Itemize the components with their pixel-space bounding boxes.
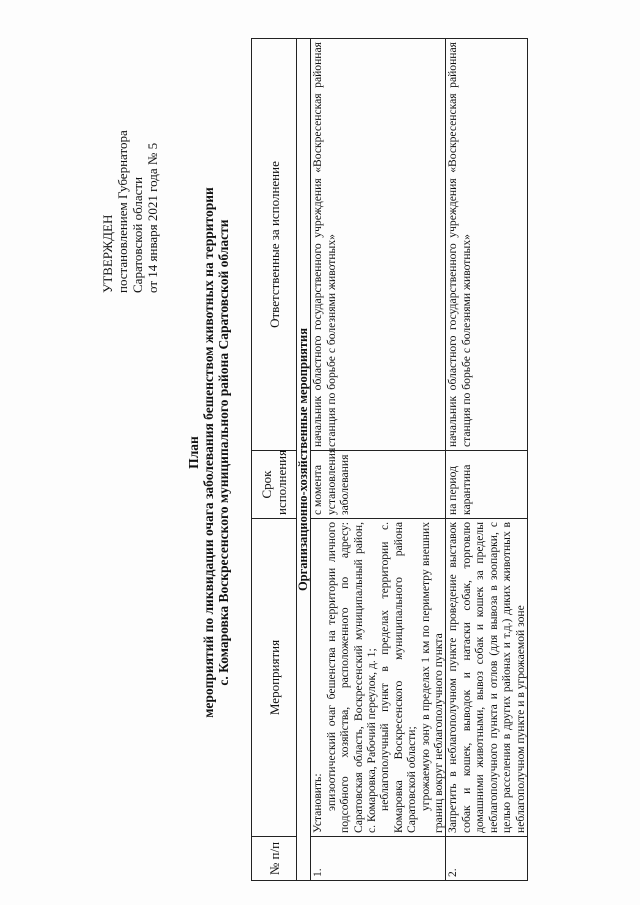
title-line: мероприятий по ликвидации очага заболевания бешенством животных на территории <box>201 187 216 718</box>
header-responsible: Ответственные за исполнение <box>252 39 297 451</box>
table-row <box>446 39 527 881</box>
title-heading: План <box>186 436 201 469</box>
header-measures: Мероприятия <box>252 519 297 837</box>
approval-line: постановлением Губернатора <box>115 130 130 293</box>
table-header-row <box>252 39 297 881</box>
row-deadline: с момента установления заболевания <box>311 451 446 519</box>
row-responsible: начальник областного государственного учреждения «Воскресенская районная станция по борьбе с болезнями животных» <box>446 39 527 451</box>
row-measures <box>446 519 527 837</box>
measure-paragraph: неблагополучный пункт в пределах территории с. Комаровка Воскресенского муниципального района Саратовской области; <box>378 522 419 833</box>
header-num: № п/п <box>252 837 297 881</box>
approval-line: Саратовской области <box>130 176 145 293</box>
document-title <box>186 0 231 905</box>
measure-paragraph: угрожаемую зону в пределах 1 км по периметру внешних границ вокруг неблагополучного пункта <box>418 522 446 833</box>
approval-title: УТВЕРЖДЕН <box>100 214 115 293</box>
section-title: Организационно-хозяйственные мероприятия <box>297 39 311 881</box>
row-deadline: на период карантина <box>446 451 527 519</box>
measure-paragraph: эпизоотический очаг бешенства на территории личного подсобного хозяйства, расположенного по адресу: Саратовская область, Воскресенский муниципальный район, с. Комаровка, Рабочий переулок, д. 1; <box>324 522 379 833</box>
row-number: 1. <box>311 837 446 881</box>
measure-paragraph: Запретить в неблагополучном пункте проведение выставок собак и кошек, выводок и натаски собак, торговлю домашними животными, вывоз собак и кошек за пределы неблагополучного пункта и отлов (для вывоза в зоопарки, с целью расселения в других районах и т.д.) диких животных в неблагополучном пункте и в угрожаемой зоне <box>446 522 527 833</box>
row-number: 2. <box>446 837 527 881</box>
header-deadline: Срок исполнения <box>252 451 297 519</box>
measure-paragraph: Установить: <box>311 773 325 833</box>
row-responsible: начальник областного государственного учреждения «Воскресенская районная станция по борьбе с болезнями животных» <box>311 39 446 451</box>
plan-table <box>251 38 528 881</box>
row-measures <box>311 519 446 837</box>
section-row <box>297 39 311 881</box>
approval-stamp <box>100 130 160 293</box>
table-row <box>311 39 446 881</box>
approval-date: от 14 января 2021 года № 5 <box>145 142 160 293</box>
title-line: с. Комаровка Воскресенского муниципального района Саратовской области <box>216 219 231 686</box>
